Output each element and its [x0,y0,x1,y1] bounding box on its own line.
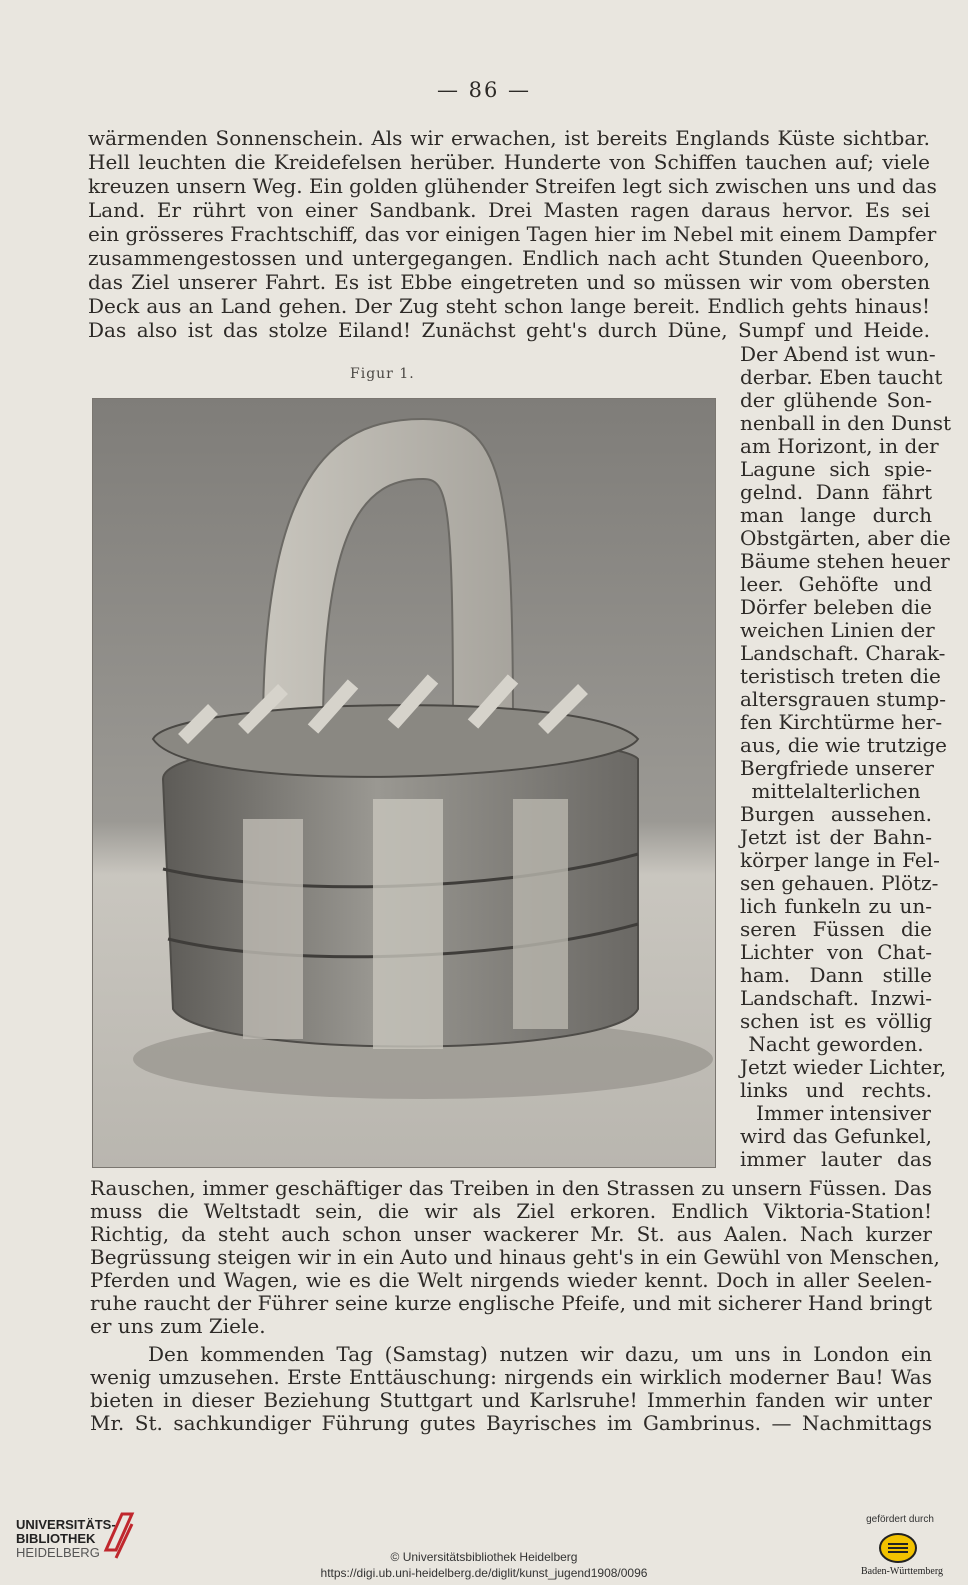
text-line: zusammengestossen und untergegangen. Endlich nach acht Stunden Queenboro, [88,246,930,270]
text-line: Rauschen, immer geschäftiger das Treiben in den Strassen zu unsern Füssen. Das [90,1176,932,1200]
figure-caption: Figur 1. [350,366,415,382]
text-line: Nacht geworden. [748,1032,924,1056]
library-name-line: HEIDELBERG [16,1545,100,1560]
text-line: am Horizont, in der [740,434,939,458]
text-line: schen ist es völlig [740,1009,932,1033]
text-line: Landschaft. Charak- [740,641,946,665]
text-line: altersgrauen stump- [740,687,946,711]
text-line: kreuzen unsern Weg. Ein golden glühender Streifen legt sich zwischen uns und das [88,174,937,198]
funded-by-label: gefördert durch [866,1514,934,1525]
text-line: ruhe raucht der Führer seine kurze englische Pfeife, und mit sicherer Hand bringt [90,1291,932,1315]
text-line: körper lange in Fel- [740,848,940,872]
text-line: Deck aus an Land gehen. Der Zug steht schon lange bereit. Endlich gehts hinaus! [88,294,930,318]
text-line: Dörfer beleben die [740,595,932,619]
text-line: immer lauter das [740,1147,932,1171]
text-line: Hell leuchten die Kreidefelsen herüber. Hunderte von Schiffen tauchen auf; viele [88,150,930,174]
text-line: Der Abend ist wun- [740,342,936,366]
text-line: bieten in dieser Beziehung Stuttgart und Karlsruhe! Immerhin fanden wir unter [90,1388,932,1412]
text-line: fen Kirchtürme her- [740,710,943,734]
text-line: aus, die wie trutzige [740,733,947,757]
page-number: — 86 — [436,78,532,102]
text-line: wird das Gefunkel, [740,1124,932,1148]
library-name-line: BIBLIOTHEK [16,1531,96,1546]
copyright-notice: © Universitätsbibliothek Heidelberg [390,1550,578,1564]
text-line: Bergfriede unserer [740,756,934,780]
text-line: Burgen aussehen. [740,802,932,826]
text-line: Lichter von Chat- [740,940,932,964]
basket-illustration [93,399,715,1167]
text-line: man lange durch [740,503,932,527]
text-line: das Ziel unserer Fahrt. Es ist Ebbe eingetreten und so müssen wir vom obersten [88,270,930,294]
text-line: er uns zum Ziele. [90,1314,266,1338]
text-line: weichen Linien der [740,618,935,642]
text-line: Den kommenden Tag (Samstag) nutzen wir dazu, um uns in London ein [148,1342,932,1366]
text-line: Pferden und Wagen, wie es die Welt nirgends wieder kennt. Doch in aller Seelen- [90,1268,932,1292]
text-line: Begrüssung steigen wir in ein Auto und hinaus geht's in ein Gewühl von Menschen, [90,1245,940,1269]
text-line: der glühende Son- [740,388,932,412]
basket-drawing [92,398,716,1168]
text-line: Mr. St. sachkundiger Führung gutes Bayrisches im Gambrinus. — Nachmittags [90,1411,932,1435]
text-line: Landschaft. Inzwi- [740,986,932,1010]
text-line: lich funkeln zu un- [740,894,932,918]
text-line: mittelalterlichen [751,779,921,803]
text-line: Obstgärten, aber die [740,526,951,550]
text-line: Land. Er rührt von einer Sandbank. Drei Masten ragen daraus hervor. Es sei [88,198,930,222]
text-line: Lagune sich spie- [740,457,932,481]
text-line: Richtig, da steht auch schon unser wackerer Mr. St. aus Aalen. Nach kurzer [90,1222,932,1246]
text-line: leer. Gehöfte und [740,572,932,596]
text-line: seren Füssen die [740,917,932,941]
source-url[interactable]: https://digi.ub.uni-heidelberg.de/diglit/kunst_jugend1908/0096 [320,1566,648,1580]
baden-wuerttemberg-emblem-icon [876,1532,920,1564]
text-line: gelnd. Dann fährt [740,480,932,504]
text-line: Bäume stehen heuer [740,549,950,573]
text-line: teristisch treten die [740,664,941,688]
text-line: Das also ist das stolze Eiland! Zunächst geht's durch Düne, Sumpf und Heide. [88,318,930,342]
text-line: sen gehauen. Plötz- [740,871,939,895]
text-line: Jetzt wieder Lichter, [740,1055,947,1079]
text-line: wärmenden Sonnenschein. Als wir erwachen, ist bereits Englands Küste sichtbar. [88,126,930,150]
text-line: nenball in den Dunst [740,411,952,435]
text-line: links und rechts. [740,1078,932,1102]
text-line: Immer intensiver [756,1101,931,1125]
funder-name: Baden-Württemberg [860,1566,943,1577]
text-line: muss die Weltstadt sein, die wir als Ziel erkoren. Endlich Viktoria-Station! [90,1199,932,1223]
text-line: ein grösseres Frachtschiff, das vor einigen Tagen hier im Nebel mit einem Dampfer [88,222,937,246]
text-line: derbar. Eben taucht [740,365,943,389]
library-name-line: UNIVERSITÄTS- [16,1517,116,1532]
text-line: wenig umzusehen. Erste Enttäuschung: nirgends ein wirklich moderner Bau! Was [90,1365,932,1389]
text-line: Jetzt ist der Bahn- [740,825,932,849]
text-line: ham. Dann stille [740,963,932,987]
